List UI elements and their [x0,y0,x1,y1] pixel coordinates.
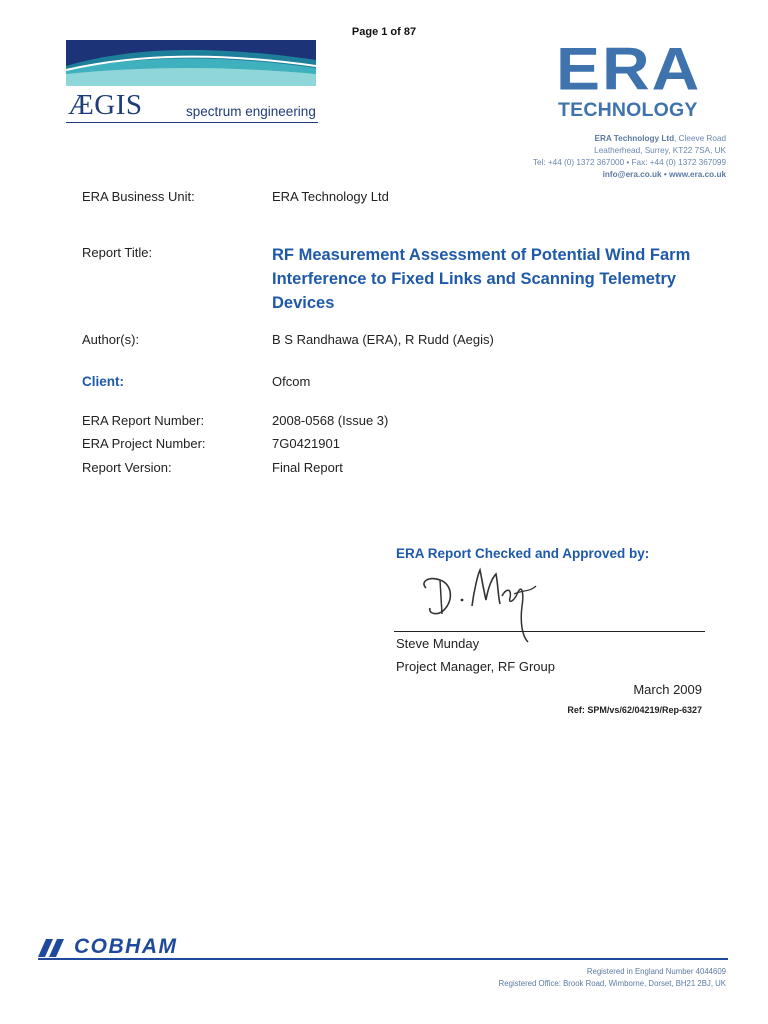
report-date: March 2009 [633,682,702,697]
report-reference: Ref: SPM/vs/62/04219/Rep-6327 [567,705,702,715]
business-unit-label: ERA Business Unit: [82,189,195,204]
report-number-label: ERA Report Number: [82,413,205,428]
report-version-value: Final Report [272,460,343,475]
report-title-value: RF Measurement Assessment of Potential Wind Farm Interference to Fixed Links and Scanning Telemetry Devices [272,246,691,312]
era-web-line: info@era.co.uk • www.era.co.uk [602,170,726,179]
cobham-slash-icon [38,939,70,957]
era-company-name: ERA Technology Ltd [594,134,675,143]
project-number-value: 7G0421901 [272,436,340,451]
business-unit-value: ERA Technology Ltd [272,189,389,204]
era-address-line1: , Cleeve Road [674,134,726,143]
cobham-logo: COBHAM [74,935,178,958]
aegis-logo-tagline: spectrum engineering [186,104,316,119]
approver-name: Steve Munday [396,636,480,651]
aegis-logo-name: ÆGIS [68,89,143,121]
era-address-line2: Leatherhead, Surrey, KT22 7SA, UK [594,146,726,155]
authors-value: B S Randhawa (ERA), R Rudd (Aegis) [272,332,494,347]
footer-registration-block [400,966,726,990]
registration-number: Registered in England Number 4044609 [586,967,726,976]
era-logo-subtitle: TECHNOLOGY [558,99,698,121]
footer-rule [38,958,728,960]
client-label: Client: [82,374,124,389]
aegis-logo-underline [66,122,318,123]
client-value: Ofcom [272,374,311,389]
report-version-label: Report Version: [82,460,172,475]
era-address-block [470,133,726,181]
era-contact-line: Tel: +44 (0) 1372 367000 • Fax: +44 (0) 1372 367099 [532,158,726,167]
aegis-wave-banner [66,40,316,86]
approver-role: Project Manager, RF Group [396,659,555,674]
registered-office: Registered Office: Brook Road, Wimborne, Dorset, BH21 2BJ, UK [498,979,726,988]
signature-line [394,631,705,632]
signature [418,566,548,646]
era-logo-name: ERA [556,34,702,103]
project-number-label: ERA Project Number: [82,436,206,451]
report-title-label: Report Title: [82,245,153,260]
page-number: Page 1 of 87 [351,26,417,38]
approval-heading: ERA Report Checked and Approved by: [396,546,650,561]
report-number-value: 2008-0568 (Issue 3) [272,413,389,428]
authors-label: Author(s): [82,332,140,347]
